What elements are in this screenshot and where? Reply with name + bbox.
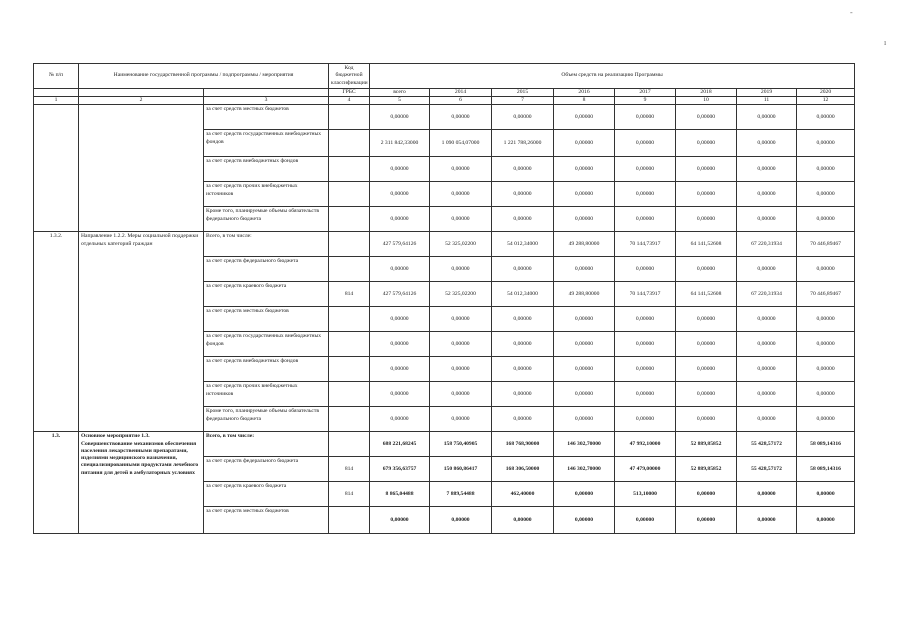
amount-cell: 462,40000 — [492, 482, 554, 507]
amount-cell: 0,00000 — [797, 257, 855, 282]
amount-cell: 0,00000 — [615, 382, 676, 407]
table-row — [34, 105, 855, 130]
amount-cell: 0,00000 — [615, 105, 676, 130]
amount-cell: 168 306,50000 — [492, 457, 554, 482]
amount-cell: 0,00000 — [554, 105, 615, 130]
amount-cell: 0,00000 — [615, 257, 676, 282]
grbs-code — [329, 207, 370, 232]
amount-cell: 0,00000 — [676, 332, 737, 357]
amount-cell: 0,00000 — [370, 257, 430, 282]
funding-source: за счет средств прочих внебюджетных источников — [204, 182, 329, 207]
amount-cell: 0,00000 — [737, 182, 797, 207]
amount-cell: 0,00000 — [737, 507, 797, 534]
column-number: 12 — [797, 97, 855, 105]
amount-cell: 52 889,85852 — [676, 432, 737, 457]
amount-cell: 0,00000 — [554, 130, 615, 157]
amount-cell: 0,00000 — [370, 307, 430, 332]
column-number: 5 — [370, 97, 430, 105]
amount-cell: 0,00000 — [492, 307, 554, 332]
amount-cell: 0,00000 — [492, 507, 554, 534]
amount-cell: 0,00000 — [370, 182, 430, 207]
grbs-code: 814 — [329, 482, 370, 507]
funding-source: Всего, в том числе: — [204, 232, 329, 257]
amount-cell: 427 579,64126 — [370, 282, 430, 307]
amount-cell: 0,00000 — [615, 157, 676, 182]
amount-cell: 64 141,52608 — [676, 232, 737, 257]
amount-cell: 0,00000 — [492, 407, 554, 432]
amount-cell: 0,00000 — [797, 482, 855, 507]
funding-source: за счет средств государственных внебюджетных фондов — [204, 130, 329, 157]
amount-cell: 0,00000 — [676, 307, 737, 332]
funding-source: за счет средств местных бюджетов — [204, 105, 329, 130]
amount-cell: 0,00000 — [430, 332, 492, 357]
amount-cell: 54 012,34000 — [492, 282, 554, 307]
grbs-code — [329, 257, 370, 282]
amount-cell: 55 428,57172 — [737, 457, 797, 482]
column-number: 6 — [430, 97, 492, 105]
amount-cell: 0,00000 — [797, 382, 855, 407]
header-year-2020: 2020 — [797, 88, 855, 96]
grbs-code — [329, 332, 370, 357]
funding-source: за счет средств внебюджетных фондов — [204, 357, 329, 382]
amount-cell: 0,00000 — [615, 130, 676, 157]
amount-cell: 70 144,73917 — [615, 282, 676, 307]
amount-cell: 0,00000 — [370, 105, 430, 130]
table-row — [34, 232, 855, 257]
grbs-code — [329, 432, 370, 457]
header-number: № п/п — [34, 64, 79, 89]
grbs-code — [329, 407, 370, 432]
amount-cell: 0,00000 — [737, 157, 797, 182]
header-blank — [34, 88, 79, 96]
amount-cell: 0,00000 — [370, 507, 430, 534]
header-grbs: ГРБС — [329, 88, 370, 96]
amount-cell: 0,00000 — [430, 157, 492, 182]
amount-cell: 150 860,86417 — [430, 457, 492, 482]
amount-cell: 0,00000 — [797, 332, 855, 357]
header-year-2015: 2015 — [492, 88, 554, 96]
amount-cell: 0,00000 — [492, 357, 554, 382]
amount-cell: 0,00000 — [615, 357, 676, 382]
amount-cell: 49 288,80000 — [554, 232, 615, 257]
amount-cell: 0,00000 — [737, 207, 797, 232]
column-number: 11 — [737, 97, 797, 105]
amount-cell: 1 090 054,07000 — [430, 130, 492, 157]
funding-source: за счет средств федерального бюджета — [204, 457, 329, 482]
amount-cell: 0,00000 — [737, 382, 797, 407]
amount-cell: 0,00000 — [676, 482, 737, 507]
column-number: 7 — [492, 97, 554, 105]
program-budget-table — [33, 63, 855, 534]
grbs-code — [329, 307, 370, 332]
amount-cell: 0,00000 — [370, 357, 430, 382]
amount-cell: 0,00000 — [554, 307, 615, 332]
header-year-2017: 2017 — [615, 88, 676, 96]
item-number: 1.3.2. — [34, 232, 79, 432]
amount-cell: 0,00000 — [676, 157, 737, 182]
item-number — [34, 105, 79, 232]
amount-cell: 0,00000 — [737, 257, 797, 282]
funding-source: за счет средств краевого бюджета — [204, 482, 329, 507]
amount-cell: 0,00000 — [797, 307, 855, 332]
amount-cell: 52 889,85852 — [676, 457, 737, 482]
header-program-name: Наименование государственной программы / подпрограммы / мероприятия — [79, 64, 329, 89]
amount-cell: 52 325,02200 — [430, 282, 492, 307]
amount-cell: 0,00000 — [554, 482, 615, 507]
header-funding-volume: Объем средств на реализацию Программы — [370, 64, 855, 89]
amount-cell: 0,00000 — [554, 357, 615, 382]
header-budget-code: Код бюджетной классификации — [329, 64, 370, 89]
amount-cell: 0,00000 — [430, 105, 492, 130]
amount-cell: 158 750,40905 — [430, 432, 492, 457]
amount-cell: 0,00000 — [676, 407, 737, 432]
amount-cell: 146 302,70000 — [554, 432, 615, 457]
amount-cell: 0,00000 — [430, 182, 492, 207]
amount-cell: 0,00000 — [676, 382, 737, 407]
amount-cell: 47 479,00000 — [615, 457, 676, 482]
funding-source: за счет средств краевого бюджета — [204, 282, 329, 307]
amount-cell: 168 768,90000 — [492, 432, 554, 457]
amount-cell: 0,00000 — [797, 207, 855, 232]
amount-cell: 0,00000 — [554, 382, 615, 407]
amount-cell: 0,00000 — [370, 207, 430, 232]
column-number: 8 — [554, 97, 615, 105]
amount-cell: 0,00000 — [370, 332, 430, 357]
page-mark-dash: - — [850, 8, 853, 17]
item-number: 1.3. — [34, 432, 79, 534]
amount-cell: 0,00000 — [554, 182, 615, 207]
amount-cell: 0,00000 — [554, 507, 615, 534]
table-row — [34, 432, 855, 457]
funding-source: за счет средств местных бюджетов — [204, 307, 329, 332]
amount-cell: 0,00000 — [797, 157, 855, 182]
amount-cell: 0,00000 — [492, 182, 554, 207]
amount-cell: 0,00000 — [615, 307, 676, 332]
amount-cell: 70 446,89467 — [797, 232, 855, 257]
header-blank — [79, 88, 204, 96]
grbs-code — [329, 182, 370, 207]
amount-cell: 70 446,89467 — [797, 282, 855, 307]
column-number: 10 — [676, 97, 737, 105]
amount-cell: 0,00000 — [737, 332, 797, 357]
amount-cell: 0,00000 — [676, 357, 737, 382]
page-mark-tick: ı — [884, 38, 887, 47]
grbs-code — [329, 507, 370, 534]
amount-cell: 0,00000 — [370, 157, 430, 182]
funding-source: за счет средств государственных внебюджетных фондов — [204, 332, 329, 357]
amount-cell: 0,00000 — [492, 257, 554, 282]
amount-cell: 58 089,14316 — [797, 457, 855, 482]
amount-cell: 0,00000 — [492, 157, 554, 182]
amount-cell: 427 579,64126 — [370, 232, 430, 257]
amount-cell: 0,00000 — [615, 507, 676, 534]
amount-cell: 0,00000 — [554, 407, 615, 432]
amount-cell: 64 141,52608 — [676, 282, 737, 307]
amount-cell: 0,00000 — [737, 407, 797, 432]
amount-cell: 0,00000 — [430, 257, 492, 282]
amount-cell: 0,00000 — [615, 207, 676, 232]
amount-cell: 0,00000 — [615, 182, 676, 207]
amount-cell: 0,00000 — [676, 130, 737, 157]
amount-cell: 0,00000 — [615, 332, 676, 357]
amount-cell: 0,00000 — [676, 207, 737, 232]
funding-source: за счет средств внебюджетных фондов — [204, 157, 329, 182]
amount-cell: 0,00000 — [615, 407, 676, 432]
amount-cell: 0,00000 — [737, 105, 797, 130]
column-number: 2 — [79, 97, 204, 105]
item-name — [79, 105, 204, 232]
amount-cell: 58 089,14316 — [797, 432, 855, 457]
amount-cell: 7 889,54488 — [430, 482, 492, 507]
grbs-code — [329, 357, 370, 382]
amount-cell: 688 221,68245 — [370, 432, 430, 457]
amount-cell: 8 865,04488 — [370, 482, 430, 507]
grbs-code — [329, 382, 370, 407]
amount-cell: 70 144,73917 — [615, 232, 676, 257]
column-number: 1 — [34, 97, 79, 105]
amount-cell: 0,00000 — [554, 207, 615, 232]
amount-cell: 54 012,34000 — [492, 232, 554, 257]
header-blank — [204, 88, 329, 96]
amount-cell: 0,00000 — [797, 507, 855, 534]
grbs-code: 814 — [329, 282, 370, 307]
amount-cell: 1 221 788,26000 — [492, 130, 554, 157]
amount-cell: 0,00000 — [492, 332, 554, 357]
funding-source: Кроме того, планируемые объемы обязательств федерального бюджета — [204, 207, 329, 232]
amount-cell: 0,00000 — [430, 382, 492, 407]
amount-cell: 0,00000 — [737, 482, 797, 507]
header-year-2014: 2014 — [430, 88, 492, 96]
amount-cell: 0,00000 — [370, 382, 430, 407]
grbs-code — [329, 232, 370, 257]
grbs-code — [329, 157, 370, 182]
amount-cell: 0,00000 — [430, 307, 492, 332]
amount-cell: 0,00000 — [676, 507, 737, 534]
amount-cell: 0,00000 — [737, 357, 797, 382]
amount-cell: 0,00000 — [370, 407, 430, 432]
column-number: 3 — [204, 97, 329, 105]
amount-cell: 0,00000 — [676, 182, 737, 207]
amount-cell: 52 325,02200 — [430, 232, 492, 257]
column-number: 4 — [329, 97, 370, 105]
funding-source: за счет средств прочих внебюджетных источников — [204, 382, 329, 407]
header-year-2019: 2019 — [737, 88, 797, 96]
amount-cell: 0,00000 — [797, 130, 855, 157]
amount-cell: 0,00000 — [676, 105, 737, 130]
funding-source: за счет средств федерального бюджета — [204, 257, 329, 282]
grbs-code — [329, 130, 370, 157]
amount-cell: 513,10000 — [615, 482, 676, 507]
grbs-code: 814 — [329, 457, 370, 482]
amount-cell: 67 220,31934 — [737, 232, 797, 257]
amount-cell: 0,00000 — [430, 507, 492, 534]
amount-cell: 0,00000 — [676, 257, 737, 282]
funding-source: Кроме того, планируемые объемы обязательств федерального бюджета — [204, 407, 329, 432]
amount-cell: 0,00000 — [492, 105, 554, 130]
amount-cell: 0,00000 — [737, 307, 797, 332]
amount-cell: 47 992,10000 — [615, 432, 676, 457]
header-year-2016: 2016 — [554, 88, 615, 96]
header-year-total: всего — [370, 88, 430, 96]
amount-cell: 679 356,63757 — [370, 457, 430, 482]
funding-source: Всего, в том числе: — [204, 432, 329, 457]
amount-cell: 0,00000 — [797, 357, 855, 382]
amount-cell: 0,00000 — [554, 257, 615, 282]
amount-cell: 0,00000 — [492, 207, 554, 232]
grbs-code — [329, 105, 370, 130]
amount-cell: 0,00000 — [797, 182, 855, 207]
amount-cell: 0,00000 — [430, 407, 492, 432]
amount-cell: 0,00000 — [554, 332, 615, 357]
amount-cell: 0,00000 — [430, 207, 492, 232]
header-year-2018: 2018 — [676, 88, 737, 96]
amount-cell: 0,00000 — [797, 105, 855, 130]
amount-cell: 0,00000 — [492, 382, 554, 407]
amount-cell: 67 220,31934 — [737, 282, 797, 307]
column-number: 9 — [615, 97, 676, 105]
item-name: Основное мероприятие 1.3. Совершенствование механизмов обеспечения населения лекарственными препаратами, изделиями медицинского назначения, специализированными продуктами лечебного питания для детей в амбулаторных условиях — [79, 432, 204, 534]
item-name: Направление 1.2.2. Меры социальной поддержки отдельных категорий граждан — [79, 232, 204, 432]
amount-cell: 146 302,70000 — [554, 457, 615, 482]
amount-cell: 0,00000 — [554, 157, 615, 182]
amount-cell: 0,00000 — [797, 407, 855, 432]
amount-cell: 0,00000 — [737, 130, 797, 157]
amount-cell: 2 311 842,33000 — [370, 130, 430, 157]
amount-cell: 55 428,57172 — [737, 432, 797, 457]
amount-cell: 0,00000 — [430, 357, 492, 382]
amount-cell: 49 288,80000 — [554, 282, 615, 307]
funding-source: за счет средств местных бюджетов — [204, 507, 329, 534]
